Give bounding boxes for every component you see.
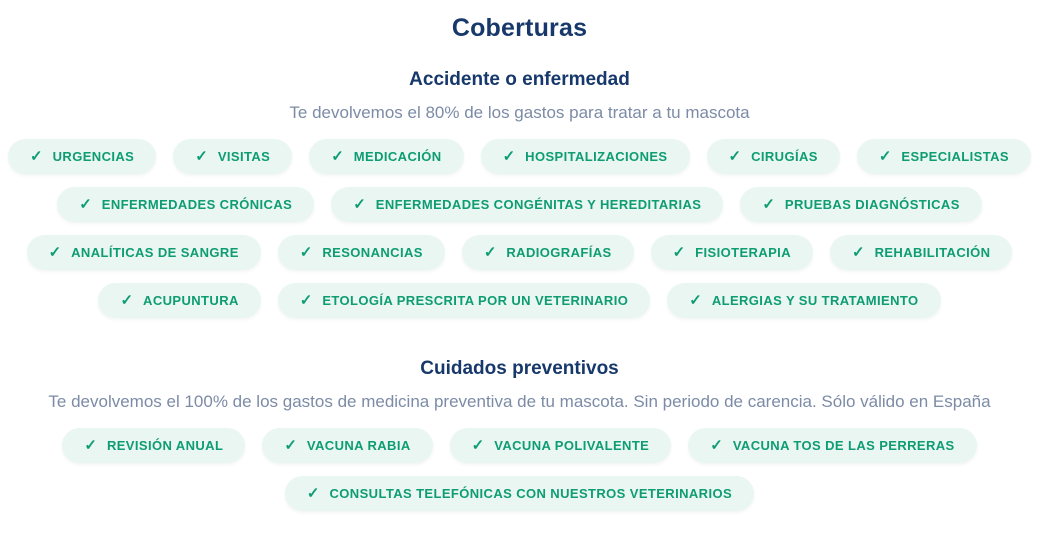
section-accident-illness — [0, 69, 1039, 318]
check-icon: ✓ — [284, 437, 297, 454]
coverage-pill-row — [0, 187, 1039, 222]
coverage-pill — [262, 428, 432, 463]
check-icon: ✓ — [299, 244, 313, 261]
coverage-pill — [857, 139, 1031, 174]
check-icon: ✓ — [483, 244, 497, 261]
coverage-pill — [667, 283, 940, 318]
coverage-pill — [62, 428, 245, 463]
check-icon: ✓ — [30, 148, 43, 165]
coverage-pill-row — [0, 428, 1039, 463]
coverage-pill-label: VACUNA TOS DE LAS PERRERAS — [732, 438, 955, 453]
coverage-pill-label: ETOLOGÍA PRESCRITA POR UN VETERINARIO — [322, 293, 629, 308]
coverage-pill-label: VACUNA RABIA — [306, 438, 411, 453]
check-icon: ✓ — [710, 437, 723, 454]
coverage-pill-label: ENFERMEDADES CONGÉNITAS Y HEREDITARIAS — [375, 197, 702, 212]
coverage-pill-label: RESONANCIAS — [322, 245, 423, 260]
section-heading-preventive-care: Cuidados preventivos — [420, 358, 619, 379]
coverage-pill-label: HOSPITALIZACIONES — [525, 149, 668, 164]
check-icon: ✓ — [878, 148, 892, 165]
check-icon: ✓ — [672, 244, 686, 261]
check-icon: ✓ — [120, 292, 134, 309]
coverage-pill — [450, 428, 672, 463]
check-icon: ✓ — [353, 196, 366, 213]
check-icon: ✓ — [84, 437, 97, 454]
coverage-pill-row — [0, 139, 1039, 174]
coverage-pill — [57, 187, 314, 222]
coverage-pill-label: CIRUGÍAS — [751, 149, 818, 164]
coverage-pill-label: ANALÍTICAS DE SANGRE — [71, 245, 239, 260]
check-icon: ✓ — [471, 437, 485, 454]
coverage-pill — [98, 283, 260, 318]
coverage-pill — [278, 235, 445, 270]
coverage-pill — [173, 139, 292, 174]
coverage-pill — [331, 187, 723, 222]
coverage-pill — [285, 476, 754, 511]
coverage-pill-rows-preventive-care — [0, 428, 1039, 511]
coverage-pill-label: ACUPUNTURA — [143, 293, 239, 308]
section-subtitle-accident-illness: Te devolvemos el 80% de los gastos para tratar a tu mascota — [289, 103, 750, 122]
check-icon: ✓ — [502, 148, 516, 165]
coverage-pill-row — [0, 476, 1039, 511]
check-icon: ✓ — [79, 196, 92, 213]
coverage-pill-label: RADIOGRAFÍAS — [506, 245, 612, 260]
check-icon: ✓ — [851, 244, 865, 261]
coverage-pill-label: CONSULTAS TELEFÓNICAS CON NUESTROS VETERINARIOS — [329, 486, 733, 501]
check-icon: ✓ — [48, 244, 62, 261]
coverage-pill — [740, 187, 981, 222]
coverage-pill — [27, 235, 261, 270]
coverage-pill — [481, 139, 690, 174]
coverage-pill — [462, 235, 634, 270]
coverage-pill-label: REHABILITACIÓN — [874, 245, 991, 260]
check-icon: ✓ — [195, 148, 208, 165]
coverage-pill — [309, 139, 463, 174]
coverage-pill-label: ALERGIAS Y SU TRATAMIENTO — [711, 293, 919, 308]
coverage-pill — [707, 139, 840, 174]
check-icon: ✓ — [299, 292, 313, 309]
coverage-pill — [8, 139, 156, 174]
page-title: Coberturas — [451, 14, 588, 42]
coverage-pill-label: ESPECIALISTAS — [901, 149, 1009, 164]
section-heading-accident-illness: Accidente o enfermedad — [409, 69, 630, 90]
coverage-pill-row — [0, 283, 1039, 318]
check-icon: ✓ — [728, 148, 742, 165]
coverage-pill-label: REVISIÓN ANUAL — [106, 438, 224, 453]
coverage-pill-row — [0, 235, 1039, 270]
coverage-pill-label: FISIOTERAPIA — [695, 245, 791, 260]
check-icon: ✓ — [762, 196, 775, 213]
coverage-pill-label: MEDICACIÓN — [353, 149, 442, 164]
coverage-pill-rows-accident-illness — [0, 139, 1039, 318]
coverage-pill — [278, 283, 650, 318]
coverage-pill-label: VACUNA POLIVALENTE — [494, 438, 650, 453]
check-icon: ✓ — [689, 292, 702, 309]
coverage-pill-label: URGENCIAS — [52, 149, 135, 164]
check-icon: ✓ — [306, 485, 320, 502]
coverage-pill — [651, 235, 813, 270]
section-subtitle-preventive-care: Te devolvemos el 100% de los gastos de medicina preventiva de tu mascota. Sin periodo de carencia. Sólo válido en España — [48, 392, 991, 411]
check-icon: ✓ — [331, 148, 344, 165]
coverage-pill — [830, 235, 1012, 270]
coverage-pill — [688, 428, 976, 463]
coverage-pill-label: ENFERMEDADES CRÓNICAS — [101, 197, 293, 212]
section-preventive-care — [0, 358, 1039, 511]
coverage-pill-label: PRUEBAS DIAGNÓSTICAS — [784, 197, 960, 212]
coverage-pill-label: VISITAS — [217, 149, 271, 164]
